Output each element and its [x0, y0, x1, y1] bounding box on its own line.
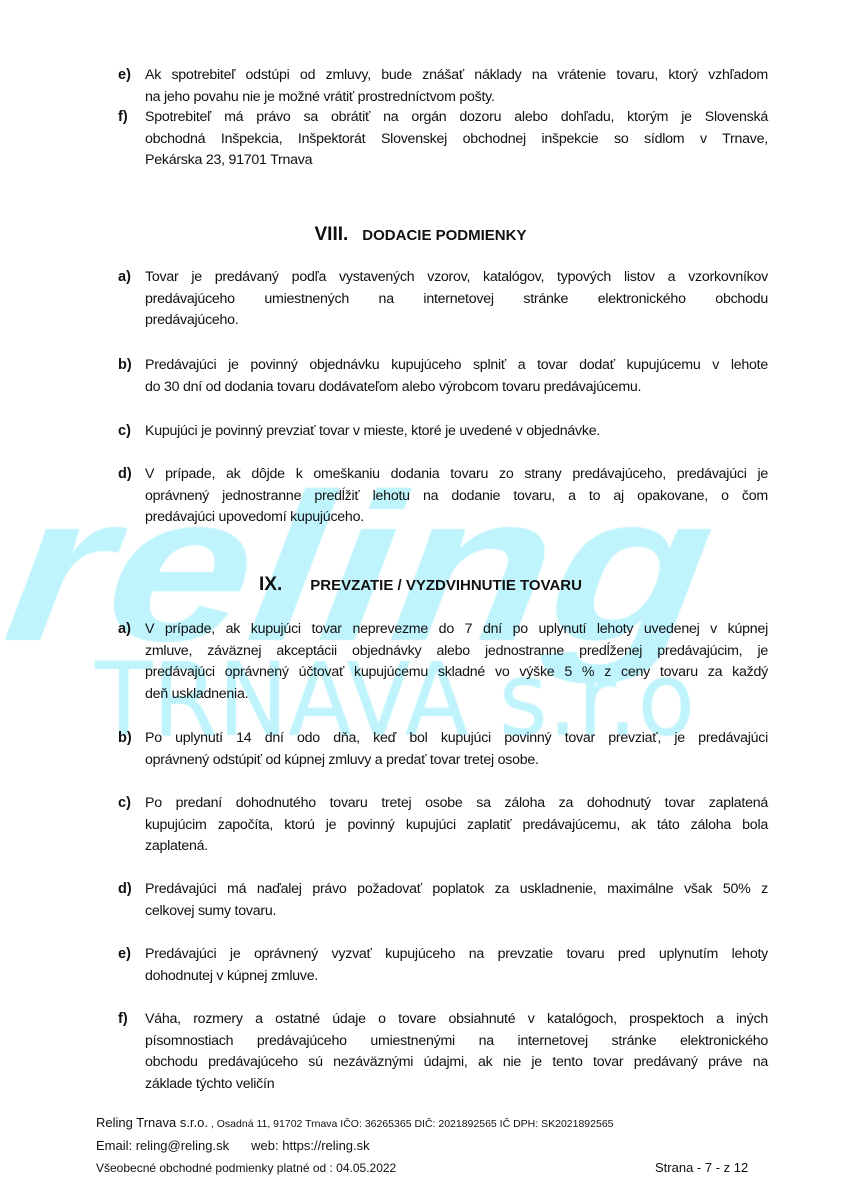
paragraph-line: Kupujúci je povinný prevziať tovar v mieste, ktoré je uvedené v objednávke.: [145, 423, 601, 439]
paragraph-line: na jeho povahu nie je možné vrátiť prostredníctvom pošty.: [145, 88, 495, 105]
list-item-label: f): [118, 1011, 128, 1027]
paragraph-line: Predávajúci má naďalej právo požadovať poplatok za uskladnenie, maximálne však 50% z: [145, 881, 768, 897]
paragraph-line: základe týchto veličín: [145, 1075, 275, 1092]
section-number: IX.: [259, 574, 283, 595]
paragraph-line: Po uplynutí 14 dní odo dňa, keď bol kupujúci povinný tovar prevziať, je predávajúci: [145, 730, 768, 746]
paragraph-line: oprávnený odstúpiť od kúpnej zmluvy a predať tovar tretej osobe.: [145, 751, 539, 768]
footer-page-number: Strana - 7 - z 12: [655, 1160, 749, 1175]
paragraph-line: oprávnený jednostranne predĺžiť lehotu na dodanie tovaru, a to aj opakovane, o čom: [145, 487, 768, 504]
list-item: [118, 793, 768, 858]
paragraph-line: celkovej sumy tovaru.: [145, 902, 277, 919]
paragraph-line: Spotrebiteľ má právo sa obrátiť na orgán dozoru alebo dohľadu, ktorým je Slovenská: [145, 109, 768, 125]
list-item: [118, 355, 768, 398]
paragraph-line: písomnostiach predávajúceho umiestnenými na internetovej stránke elektronického: [145, 1032, 768, 1049]
list-item: [118, 107, 768, 172]
paragraph-line: Váha, rozmery a ostatné údaje o tovare obsiahnuté v katalógoch, prospektoch a iných: [145, 1011, 768, 1027]
list-item-label: e): [118, 946, 131, 962]
footer-address: , Osadná 11, 91702 Trnava IČO: 36265365 DIČ: 2021892565 IČ DPH: SK2021892565: [208, 1118, 614, 1130]
paragraph-line: predávajúci upovedomí kupujúceho.: [145, 509, 364, 526]
list-item-label: d): [118, 466, 132, 482]
section-heading-viii: [0, 224, 841, 246]
paragraph-line: kupujúcim započíta, ktorú je povinný kupujúci zaplatiť predávajúcemu, ak táto záloha bola: [145, 816, 768, 833]
paragraph-line: deň uskladnenia.: [145, 685, 249, 702]
paragraph-line: predávajúceho umiestnených na internetovej stránke elektronického obchodu: [145, 290, 768, 307]
list-item-label: d): [118, 881, 132, 897]
list-item: [118, 728, 768, 771]
paragraph-line: Po predaní dohodnutého tovaru tretej osobe sa záloha za dohodnutý tovar zaplatená: [145, 795, 768, 811]
list-item: [118, 944, 768, 987]
section-number: VIII.: [314, 224, 349, 245]
paragraph-line: Pekárska 23, 91701 Trnava: [145, 152, 313, 169]
footer-contact-line: [96, 1138, 370, 1153]
list-item-label: b): [118, 730, 132, 746]
footer-company-line: [96, 1115, 614, 1130]
list-item-label: a): [118, 269, 131, 285]
list-item: [118, 1009, 768, 1095]
footer-web[interactable]: web: https://reling.sk: [251, 1138, 370, 1153]
paragraph-line: do 30 dní od dodania tovaru dodávateľom alebo výrobcom tovaru predávajúcemu.: [145, 378, 642, 395]
paragraph-line: Predávajúci je povinný objednávku kupujúceho splniť a tovar dodať kupujúcemu v lehote: [145, 357, 768, 373]
section-heading-ix: [0, 574, 841, 596]
list-item-label: b): [118, 357, 132, 373]
list-item: [118, 267, 768, 332]
list-item: [118, 879, 768, 922]
list-item: [118, 421, 768, 443]
paragraph-line: dohodnutej v kúpnej zmluve.: [145, 967, 319, 984]
list-item-label: f): [118, 109, 128, 125]
list-item-label: e): [118, 67, 131, 83]
paragraph-line: zmluve, záväznej akceptácii objednávky alebo jednostranne predĺženej predávajúcim, je: [145, 642, 768, 659]
footer-company: Reling Trnava s.r.o.: [96, 1115, 208, 1130]
paragraph-line: Predávajúci je oprávnený vyzvať kupujúceho na prevzatie tovaru pred uplynutím lehoty: [145, 946, 768, 962]
paragraph-line: Ak spotrebiteľ odstúpi od zmluvy, bude znášať náklady na vrátenie tovaru, ktorý vzhľadom: [145, 67, 768, 83]
paragraph-line: obchodu predávajúceho sú nezáväznými údajmi, ak nie je tento tovar predávaný práve na: [145, 1054, 768, 1071]
list-item-label: c): [118, 423, 131, 439]
paragraph-line: V prípade, ak dôjde k omeškaniu dodania tovaru zo strany predávajúceho, predávajúci je: [145, 466, 768, 482]
list-item-label: c): [118, 795, 131, 811]
list-item: [118, 464, 768, 529]
paragraph-line: V prípade, ak kupujúci tovar neprevezme do 7 dní po uplynutí lehoty uvedenej v kúpnej: [145, 621, 768, 637]
section-title: DODACIE PODMIENKY: [362, 227, 527, 244]
footer-validity: Všeobecné obchodné podmienky platné od : 04.05.2022: [96, 1161, 397, 1175]
list-item: [118, 619, 768, 705]
paragraph-line: predávajúceho.: [145, 312, 239, 329]
footer-email[interactable]: Email: reling@reling.sk: [96, 1138, 230, 1153]
list-item-label: a): [118, 621, 131, 637]
paragraph-line: zaplatená.: [145, 838, 208, 855]
paragraph-line: Tovar je predávaný podľa vystavených vzorov, katalógov, typových listov a vzorkovníkov: [145, 269, 768, 285]
section-title: PREVZATIE / VYZDVIHNUTIE TOVARU: [310, 577, 582, 594]
paragraph-line: obchodná Inšpekcia, Inšpektorát Slovenskej obchodnej inšpekcie so sídlom v Trnave,: [145, 130, 768, 147]
list-item: [118, 65, 768, 108]
paragraph-line: predávajúci oprávnený účtovať kupujúcemu skladné vo výške 5 % z ceny tovaru za každý: [145, 664, 768, 681]
